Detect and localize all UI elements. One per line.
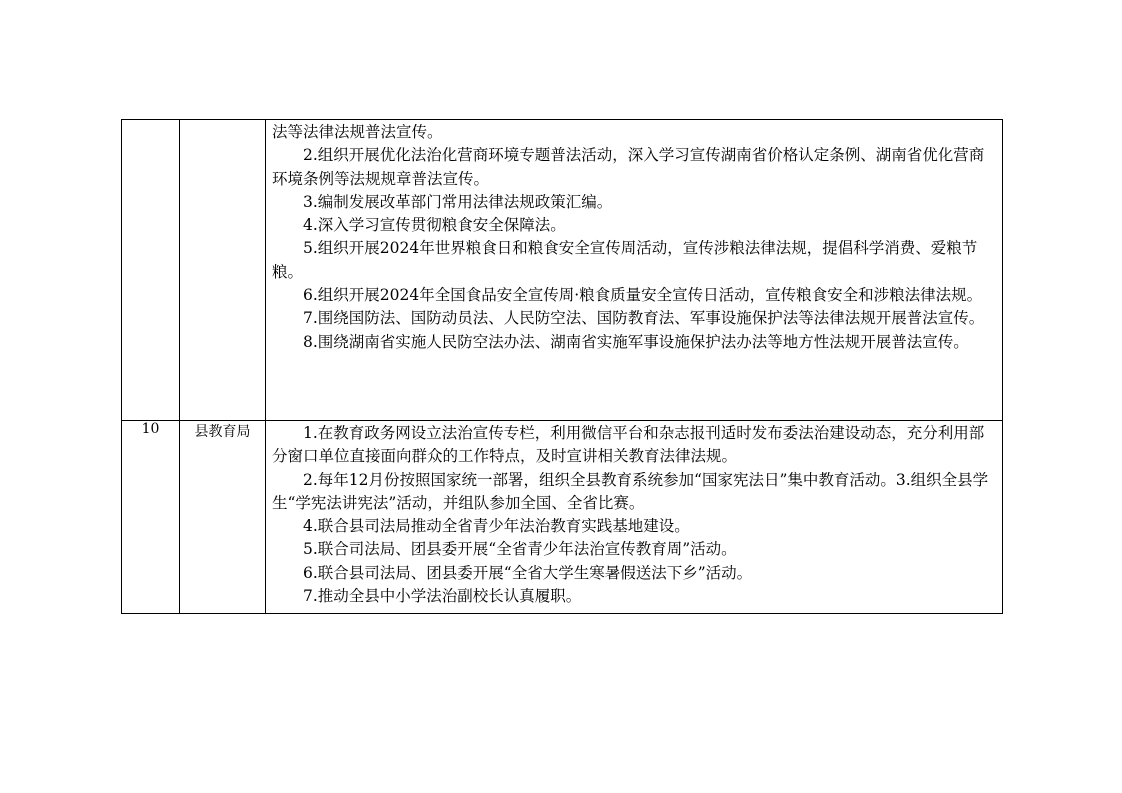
row-number-cell: 10 bbox=[122, 421, 180, 614]
department-cell: 县教育局 bbox=[180, 421, 266, 614]
content-cell bbox=[266, 120, 1003, 421]
content-block bbox=[266, 421, 1002, 608]
table-row bbox=[122, 421, 1003, 614]
table-row bbox=[122, 120, 1003, 421]
list-item: 4.深入学习宣传贯彻粮食安全保障法。 bbox=[303, 216, 566, 235]
list-item: 2.组织开展优化法治化营商环境专题普法活动，深入学习宣传湖南省价格认定条例、湖南省优化营商环境条例等法规规章普法宣传。 bbox=[272, 146, 985, 188]
list-item: 3.编制发展改革部门常用法律法规政策汇编。 bbox=[303, 192, 613, 211]
list-item: 7.推动全县中小学法治副校长认真履职。 bbox=[303, 587, 582, 606]
list-item: 7.围绕国防法、国防动员法、人民防空法、国防教育法、军事设施保护法等法律法规开展普法宣传。 bbox=[303, 309, 985, 328]
content-cell bbox=[266, 421, 1003, 614]
content-block bbox=[266, 120, 1002, 354]
document-table bbox=[121, 119, 1003, 614]
list-item: 6.联合县司法局、团县委开展“全省大学生寒暑假送法下乡”活动。 bbox=[303, 563, 753, 582]
list-item: 6.组织开展2024年全国食品安全宣传周·粮食质量安全宣传日活动，宣传粮食安全和涉粮法律法规。 bbox=[303, 286, 983, 305]
department-cell bbox=[180, 120, 266, 421]
list-item: 5.组织开展2024年世界粮食日和粮食安全宣传周活动，宣传涉粮法律法规，提倡科学消费、爱粮节粮。 bbox=[272, 239, 978, 281]
list-item: 4.联合县司法局推动全省青少年法治教育实践基地建设。 bbox=[303, 517, 690, 536]
list-item: 5.联合司法局、团县委开展“全省青少年法治宣传教育周”活动。 bbox=[303, 540, 737, 559]
row-number-cell bbox=[122, 120, 180, 421]
list-item: 1.在教育政务网设立法治宣传专栏，利用微信平台和杂志报刊适时发布委法治建设动态，充分利用部分窗口单位直接面向群众的工作特点，及时宣讲相关教育法律法规。 bbox=[272, 424, 985, 466]
list-item: 法等法律法规普法宣传。 bbox=[272, 123, 443, 141]
list-item: 2.每年12月份按照国家统一部署，组织全县教育系统参加“国家宪法日”集中教育活动。3.组织全县学生“学宪法讲宪法”活动，并组队参加全国、全省比赛。 bbox=[272, 470, 989, 512]
list-item: 8.围绕湖南省实施人民防空法办法、湖南省实施军事设施保护法办法等地方性法规开展普法宣传。 bbox=[303, 332, 969, 351]
